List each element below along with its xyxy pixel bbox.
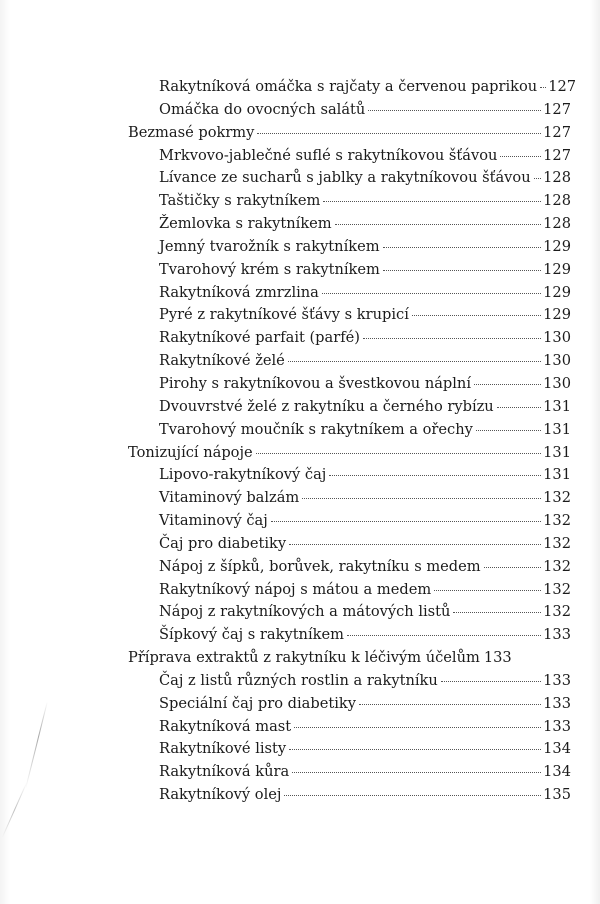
table-of-contents — [128, 76, 577, 807]
toc-entry — [128, 487, 571, 510]
dot-leader — [288, 361, 541, 362]
toc-entry-title: Rakytníkové želé — [159, 352, 285, 370]
toc-entry — [128, 510, 571, 533]
dot-leader — [474, 384, 541, 385]
toc-entry — [128, 167, 571, 190]
toc-entry-title: Žemlovka s rakytníkem — [159, 215, 332, 233]
toc-entry-title: Rakytníková kůra — [159, 763, 290, 781]
toc-entry-title: Vitaminový balzám — [159, 489, 300, 507]
dot-leader — [347, 635, 541, 636]
toc-entry-title: Pyré z rakytníkové šťávy s krupicí — [159, 306, 409, 324]
toc-entry-page: 131 — [543, 420, 571, 438]
toc-entry-title: Rakytníkové parfait (parfé) — [159, 329, 360, 347]
toc-entry-title: Dvouvrstvé želé z rakytníku a černého rybízu — [159, 397, 494, 415]
dot-leader — [540, 87, 546, 88]
toc-entry-page: 128 — [543, 169, 571, 187]
toc-entry-page: 133 — [543, 626, 571, 644]
toc-entry — [128, 419, 571, 442]
toc-entry-page: 132 — [543, 557, 571, 575]
toc-entry-page: 129 — [543, 237, 571, 255]
toc-entry-page: 131 — [543, 397, 571, 415]
toc-entry-title: Mrkvovo-jablečné suflé s rakytníkovou šťávou — [159, 146, 498, 164]
toc-entry — [128, 533, 571, 556]
toc-entry — [128, 761, 571, 784]
toc-entry-title: Lipovo-rakytníkový čaj — [159, 466, 327, 484]
toc-entry-page: 129 — [543, 283, 571, 301]
dot-leader — [289, 544, 541, 545]
dot-leader — [500, 156, 541, 157]
toc-entry — [128, 738, 571, 761]
toc-entry-title: Omáčka do ovocných salátů — [159, 100, 366, 118]
pencil-mark — [25, 701, 48, 789]
toc-entry-page: 129 — [543, 260, 571, 278]
toc-entry — [128, 259, 571, 282]
dot-leader — [497, 407, 541, 408]
dot-leader — [484, 567, 542, 568]
dot-leader — [256, 453, 542, 454]
dot-leader — [383, 247, 542, 248]
toc-entry — [128, 464, 571, 487]
toc-entry — [128, 236, 571, 259]
toc-entry-page: 133 — [543, 671, 571, 689]
toc-entry-title: Speciální čaj pro diabetiky — [159, 694, 356, 712]
toc-section-page: 127 — [543, 123, 571, 141]
toc-entry — [128, 145, 571, 168]
toc-entry-page: 128 — [543, 192, 571, 210]
pencil-mark — [2, 782, 27, 837]
toc-entry — [128, 396, 571, 419]
toc-entry-title: Rakytníková mast — [159, 717, 292, 735]
toc-entry-title: Šípkový čaj s rakytníkem — [159, 626, 344, 644]
toc-entry-page: 127 — [548, 78, 577, 95]
toc-section — [128, 647, 571, 670]
toc-entry-title: Rakytníková zmrzlina — [159, 283, 319, 301]
toc-entry-page: 133 — [543, 717, 571, 735]
dot-leader — [359, 704, 541, 705]
toc-entry-title: Lívance ze sucharů s jablky a rakytníkovou šťávou — [159, 169, 531, 187]
dot-leader — [368, 110, 541, 111]
toc-entry-title: Jemný tvarožník s rakytníkem — [159, 237, 380, 255]
toc-entry-title: Vitaminový čaj — [159, 512, 268, 530]
dot-leader — [323, 201, 541, 202]
toc-entry-title: Nápoj z šípků, borůvek, rakytníku s medem — [159, 557, 481, 575]
toc-entry-page: 132 — [543, 603, 571, 621]
dot-leader — [302, 498, 541, 499]
toc-entry-page: 135 — [543, 786, 571, 804]
toc-entry-title: Rakytníkový nápoj s mátou a medem — [159, 580, 432, 598]
toc-entry — [128, 693, 571, 716]
toc-entry — [128, 601, 571, 624]
toc-entry-page: 133 — [543, 694, 571, 712]
toc-entry — [128, 350, 571, 373]
toc-section-title: Bezmasé pokrmy — [128, 123, 255, 141]
toc-entry-page: 127 — [543, 146, 571, 164]
dot-leader — [292, 772, 541, 773]
toc-section — [128, 442, 571, 465]
toc-section-page: 133 — [483, 649, 512, 667]
toc-entry-title: Čaj z listů různých rostlin a rakytníku — [159, 671, 438, 689]
toc-entry — [128, 282, 571, 305]
toc-entry-page: 130 — [543, 329, 571, 347]
dot-leader — [363, 338, 541, 339]
dot-leader — [284, 795, 541, 796]
toc-entry-page: 134 — [543, 740, 571, 758]
dot-leader — [441, 681, 541, 682]
toc-section-title: Tonizující nápoje — [128, 443, 253, 461]
toc-entry — [128, 373, 571, 396]
toc-entry — [128, 76, 577, 99]
toc-entry — [128, 716, 571, 739]
toc-entry-title: Rakytníková omáčka s rajčaty a červenou paprikou — [159, 78, 538, 95]
toc-section — [128, 122, 571, 145]
toc-entry-title: Pirohy s rakytníkovou a švestkovou náplní — [159, 374, 471, 392]
toc-entry-title: Tvarohový moučník s rakytníkem a ořechy — [159, 420, 473, 438]
toc-entry-page: 129 — [543, 306, 571, 324]
toc-entry — [128, 784, 571, 807]
toc-entry — [128, 670, 571, 693]
dot-leader — [257, 133, 541, 134]
dot-leader — [335, 224, 542, 225]
toc-entry — [128, 624, 571, 647]
toc-entry-page: 130 — [543, 352, 571, 370]
dot-leader — [534, 178, 542, 179]
toc-entry-title: Nápoj z rakytníkových a mátových listů — [159, 603, 451, 621]
toc-entry-page: 132 — [543, 580, 571, 598]
toc-entry — [128, 190, 571, 213]
dot-leader — [322, 293, 541, 294]
dot-leader — [453, 612, 541, 613]
toc-entry-title: Taštičky s rakytníkem — [159, 192, 321, 210]
dot-leader — [294, 727, 541, 728]
dot-leader — [434, 590, 541, 591]
toc-entry-title: Čaj pro diabetiky — [159, 534, 287, 552]
toc-entry — [128, 304, 571, 327]
toc-entry-page: 132 — [543, 489, 571, 507]
toc-entry — [128, 556, 571, 579]
toc-entry-page: 132 — [543, 534, 571, 552]
toc-entry-page: 134 — [543, 763, 571, 781]
toc-entry-page: 132 — [543, 512, 571, 530]
dot-leader — [289, 749, 541, 750]
dot-leader — [329, 475, 541, 476]
dot-leader — [271, 521, 541, 522]
toc-entry-title: Rakytníkový olej — [159, 786, 282, 804]
toc-entry-title: Rakytníkové listy — [159, 740, 287, 758]
dot-leader — [412, 315, 541, 316]
dot-leader — [383, 270, 541, 271]
toc-entry-page: 127 — [543, 100, 571, 118]
toc-entry-page: 130 — [543, 374, 571, 392]
toc-entry — [128, 579, 571, 602]
toc-entry-page: 131 — [543, 466, 571, 484]
toc-entry — [128, 327, 571, 350]
toc-section-page: 131 — [543, 443, 571, 461]
toc-entry — [128, 213, 571, 236]
toc-entry-page: 128 — [543, 215, 571, 233]
toc-section-title: Příprava extraktů z rakytníku k léčivým účelům — [128, 649, 480, 667]
dot-leader — [476, 430, 541, 431]
toc-entry — [128, 99, 571, 122]
toc-entry-title: Tvarohový krém s rakytníkem — [159, 260, 380, 278]
